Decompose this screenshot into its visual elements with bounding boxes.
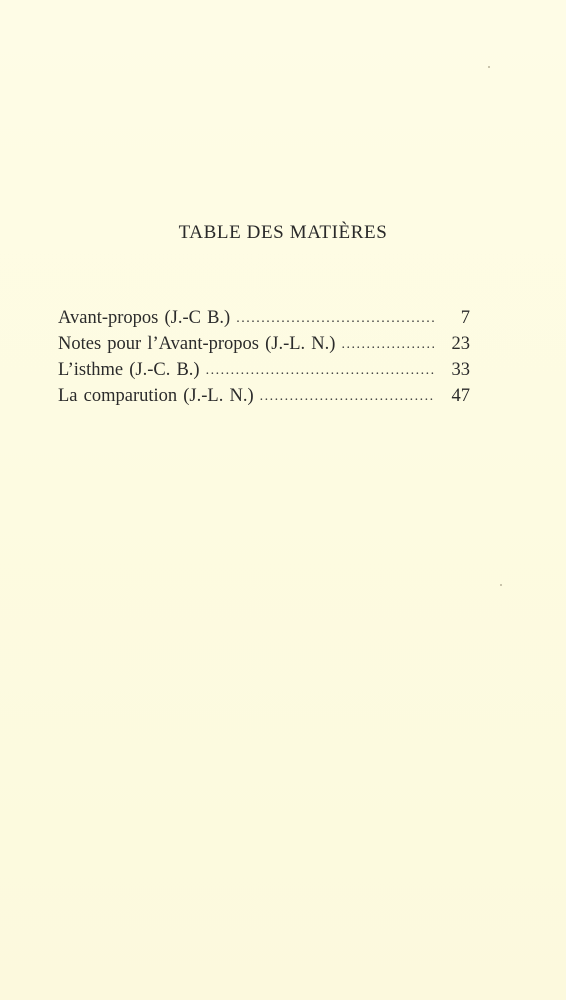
toc-entry-page: 7 <box>460 308 470 328</box>
toc-entry <box>58 305 470 331</box>
toc-entry <box>58 331 470 357</box>
toc-entry-label: L’isthme (J.-C. B.) <box>58 360 200 380</box>
toc-entry <box>58 383 470 409</box>
dot-leader <box>236 306 434 332</box>
paper-speck <box>500 584 502 586</box>
toc-entry-page: 23 <box>451 334 470 354</box>
dot-leader <box>260 384 434 410</box>
toc-entry-page: 33 <box>451 360 470 380</box>
toc-entry-label: Avant-propos (J.-C B.) <box>58 308 231 328</box>
toc-entry-page: 47 <box>451 386 470 406</box>
dot-leader <box>206 358 434 384</box>
toc-entry-label: La comparution (J.-L. N.) <box>58 386 254 406</box>
table-of-contents <box>58 305 470 409</box>
toc-entry <box>58 357 470 383</box>
paper-speck <box>488 66 490 68</box>
page-title: TABLE DES MATIÈRES <box>178 222 388 243</box>
toc-entry-label: Notes pour l’Avant-propos (J.-L. N.) <box>58 334 336 354</box>
dot-leader <box>341 332 434 358</box>
